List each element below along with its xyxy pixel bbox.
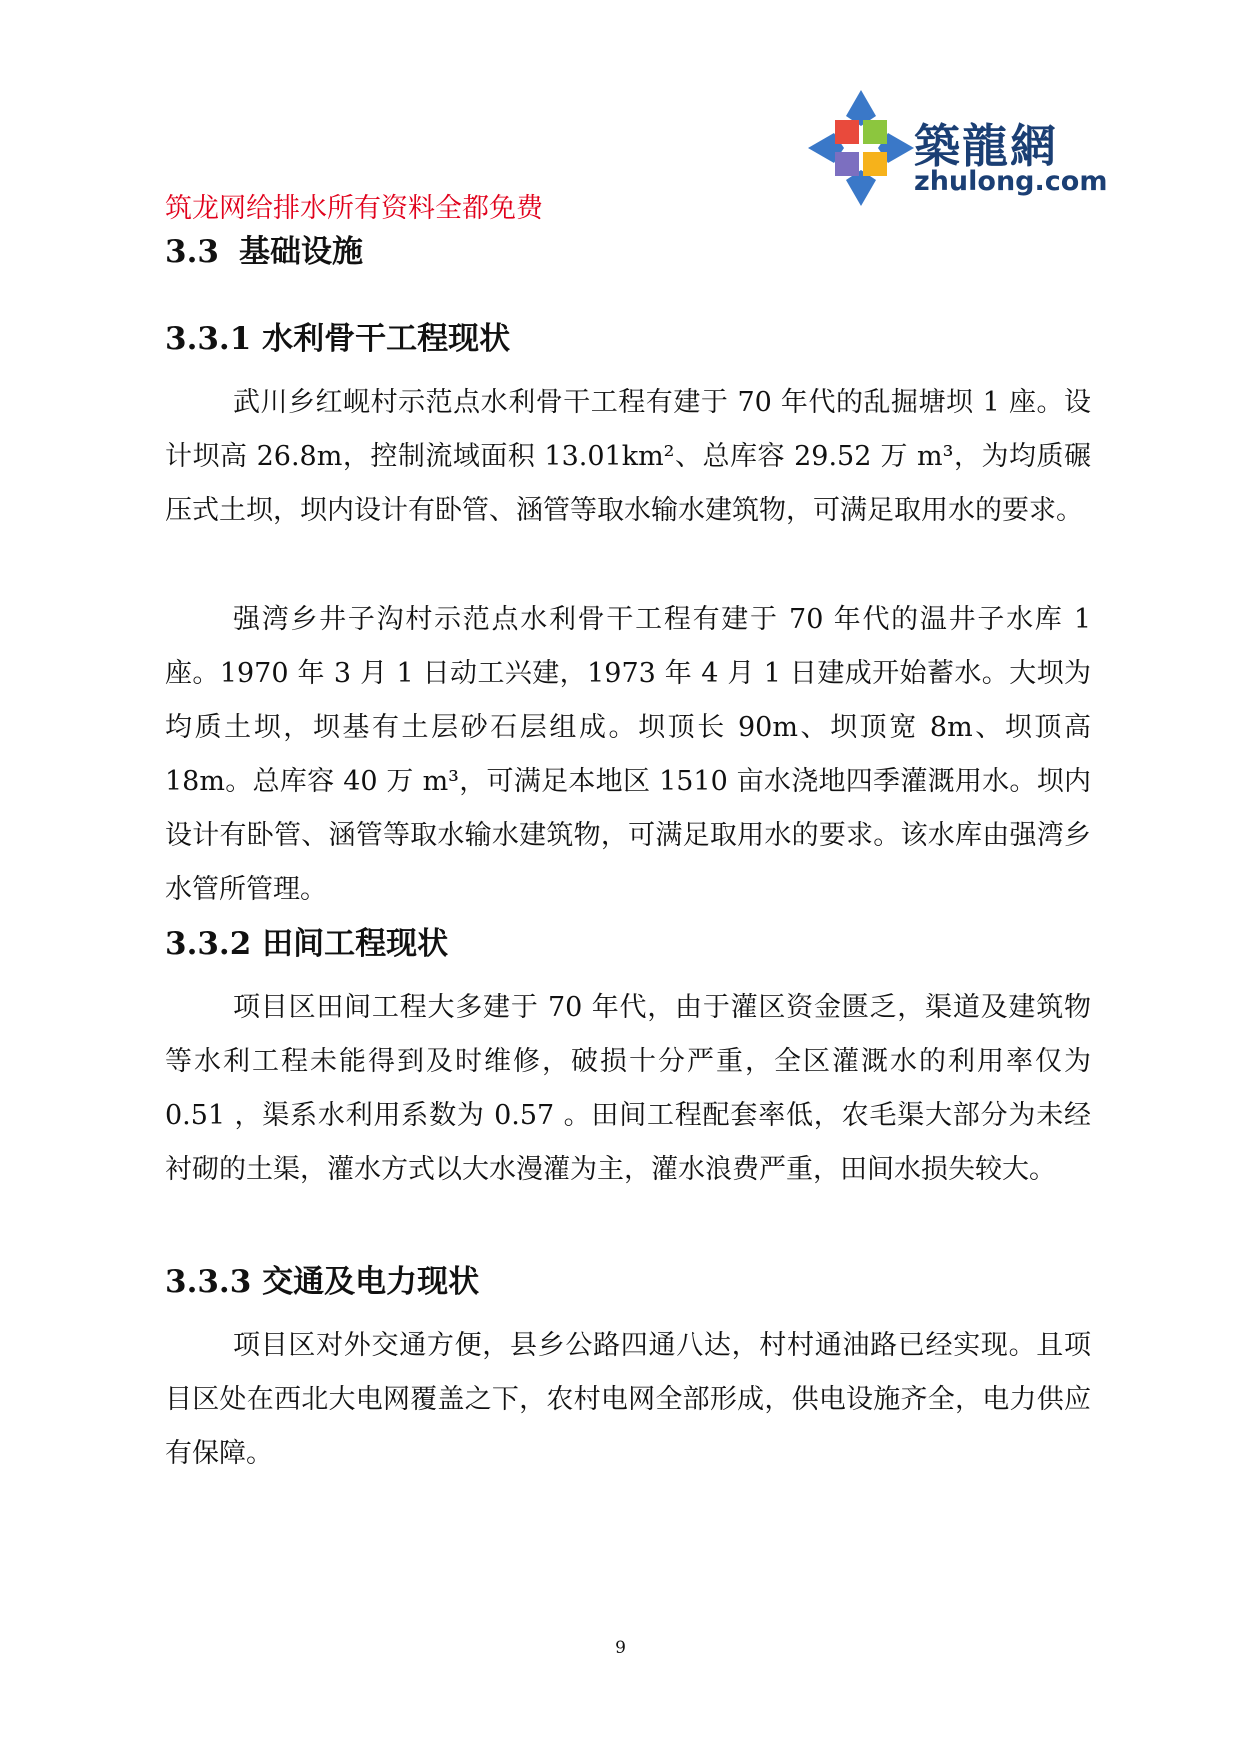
zhulong-logo — [806, 86, 1108, 210]
paragraph: 武川乡红岘村示范点水利骨干工程有建于 70 年代的乱掘塘坝 1 座。设计坝高 26.8m，控制流域面积 13.01km²、总库容 29.52 万 m³，为均质碾压式土坝，坝内设计有卧管、涵管等取水输水建筑物，可满足取用水的要求。 — [165, 387, 1091, 526]
promo-text: 筑龙网给排水所有资料全都免费 — [165, 193, 543, 224]
paragraph: 项目区对外交通方便，县乡公路四通八达，村村通油路已经实现。且项目区处在西北大电网覆盖之下，农村电网全部形成，供电设施齐全，电力供应有保障。 — [165, 1330, 1091, 1469]
page-number: 9 — [615, 1638, 626, 1658]
logo-chinese-name: 築龍網 — [914, 119, 1058, 173]
zhulong-logo-icon — [806, 86, 916, 210]
logo-domain: zhulong.com — [914, 166, 1108, 197]
subsection-heading-331: 3.3.1 水利骨干工程现状 — [165, 321, 511, 357]
subsection-heading-333: 3.3.3 交通及电力现状 — [165, 1264, 480, 1300]
section-heading — [165, 226, 363, 271]
section-title: 基础设施 — [239, 234, 363, 270]
section-number: 3.3 — [165, 234, 219, 270]
paragraph: 强湾乡井子沟村示范点水利骨干工程有建于 70 年代的温井子水库 1 座。1970 年 3 月 1 日动工兴建，1973 年 4 月 1 日建成开始蓄水。大坝为均质土坝，坝基有土层砂石层组成。坝顶长 90m、坝顶宽 8m、坝顶高 18m。总库容 40 万 m³，可满足本地区 1510 亩水浇地四季灌溉用水。坝内设计有卧管、涵管等取水输水建筑物，可满足取用水的要求。该水库由强湾乡水管所管理。 — [165, 604, 1091, 905]
subsection-heading-332: 3.3.2 田间工程现状 — [165, 926, 449, 962]
paragraph: 项目区田间工程大多建于 70 年代，由于灌区资金匮乏，渠道及建筑物等水利工程未能得到及时维修，破损十分严重，全区灌溉水的利用率仅为 0.51 ，渠系水利用系数为 0.57 。田间工程配套率低，农毛渠大部分为未经衬砌的土渠，灌水方式以大水漫灌为主，灌水浪费严重，田间水损失较大。 — [165, 992, 1091, 1185]
